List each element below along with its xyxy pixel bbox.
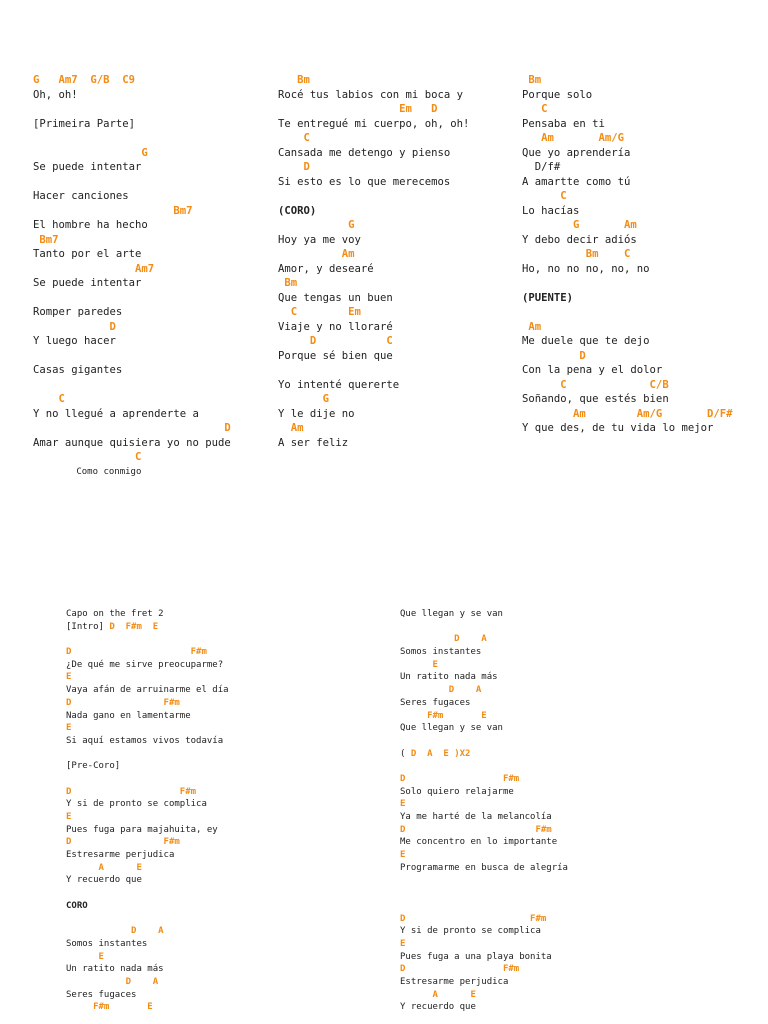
- chord-line: G Am: [522, 219, 637, 231]
- chord-line: C: [33, 393, 65, 405]
- lyric-line: El hombre ha hecho: [33, 219, 148, 231]
- blank-line: [33, 102, 231, 117]
- lyric-line: Seres fugaces: [66, 989, 137, 1000]
- lyric-line: Con la pena y el dolor: [522, 364, 663, 376]
- blank-line: [400, 735, 568, 748]
- chord-line: C: [278, 132, 310, 144]
- chord-line: G: [33, 146, 148, 159]
- chord-line: G Am7 G/B C9: [33, 74, 136, 86]
- lyric-line: [Primeira Parte]: [33, 117, 136, 130]
- intro-chords: D F#m E: [109, 621, 159, 632]
- lyric-line: Un ratito nada más: [400, 672, 498, 683]
- chord-line: A E: [400, 989, 476, 1000]
- chord-line: D A: [400, 634, 487, 645]
- lyric-line: Hoy ya me voy: [278, 233, 361, 246]
- lyric-line: Cansada me detengo y pienso: [278, 146, 451, 159]
- lyric-line: Yo intenté quererte: [278, 378, 400, 391]
- chord-line: D F#m: [400, 824, 552, 835]
- chord-line: D F#m: [400, 913, 547, 924]
- chord-line: E: [400, 799, 406, 810]
- chord-line: Bm7: [33, 204, 193, 217]
- blank-line: [400, 887, 568, 900]
- lyric-line: A amartte como tú: [522, 175, 631, 188]
- chord-line: A E: [66, 862, 142, 873]
- chord-line: E: [66, 951, 104, 962]
- chord-line: Am Am/G: [522, 132, 625, 144]
- blank-line: [66, 913, 229, 926]
- lyric-line: Se puede intentar: [33, 277, 142, 289]
- lyric-line: Viaje y no lloraré: [278, 320, 393, 333]
- chord-line: D F#m: [400, 773, 520, 784]
- chord-line: D F#m: [66, 697, 180, 708]
- lyric-line: Y recuerdo que: [66, 875, 142, 886]
- chord-line: Em D: [278, 103, 438, 115]
- lyric-line: Y si de pronto se complica: [66, 799, 207, 810]
- blank-line: [400, 621, 568, 634]
- chord-line: E: [400, 659, 438, 670]
- chord-line: E: [400, 938, 406, 949]
- lyric-line: Nada gano en lamentarme: [66, 710, 191, 721]
- section-heading: CORO: [66, 900, 88, 911]
- lyric-line: Me duele que te dejo: [522, 335, 650, 347]
- lyric-line: [Pre-Coro]: [66, 761, 121, 772]
- chord-line: Bm: [278, 74, 310, 86]
- chord-line: E: [400, 850, 406, 861]
- lyric-line: Y luego hacer: [33, 335, 116, 347]
- lyric-line: Casas gigantes: [33, 364, 123, 376]
- chord-line: D: [522, 349, 586, 362]
- lyric-line: A ser feliz: [278, 436, 349, 449]
- chord-line: E: [66, 672, 72, 683]
- blank-line: [278, 189, 469, 204]
- lyric-line: Y le dije no: [278, 407, 355, 420]
- lyric-line: Lo hacías: [522, 204, 580, 217]
- song-column-top-left: [33, 73, 231, 479]
- chord-line: D A: [400, 685, 482, 696]
- blank-line: [400, 900, 568, 913]
- lyric-line: Y si de pronto se complica: [400, 926, 541, 937]
- lyric-line: Pues fuga a una playa bonita: [400, 951, 552, 962]
- chord-line: D: [278, 161, 310, 173]
- lyric-line: Si esto es lo que merecemos: [278, 175, 451, 188]
- section-heading: (PUENTE): [522, 291, 574, 304]
- blank-line: [400, 760, 568, 773]
- lyric-line: Y debo decir adiós: [522, 233, 637, 246]
- blank-line: [522, 305, 732, 320]
- chord-line: Am: [278, 248, 355, 260]
- blank-line: [66, 773, 229, 786]
- lyric-line: Pensaba en ti: [522, 117, 605, 130]
- blank-line: [522, 276, 732, 291]
- chord-line: Bm C: [522, 248, 631, 260]
- chord-line: F#m E: [66, 1002, 153, 1013]
- blank-line: [278, 363, 469, 378]
- blank-line: [66, 748, 229, 761]
- chord-line: Bm: [278, 277, 298, 289]
- chord-line: G: [278, 219, 355, 231]
- chord-line: F#m E: [400, 710, 487, 721]
- song-column-bottom-right: [400, 608, 568, 1014]
- lyric-line: Que llegan y se van: [400, 723, 503, 734]
- intro-line: [66, 621, 229, 634]
- blank-line: [33, 131, 231, 146]
- lyric-line: Y recuerdo que: [400, 1002, 476, 1013]
- chord-line: G: [278, 393, 330, 405]
- lyric-line: Soñando, que estés bien: [522, 393, 669, 405]
- song-column-top-middle: [278, 73, 469, 450]
- chord-line: E: [66, 812, 72, 822]
- lyric-line: Ho, no no no, no, no: [522, 262, 650, 275]
- lyric-line: Capo on the fret 2: [66, 609, 164, 619]
- blank-line: [33, 291, 231, 306]
- chord-line: D F#m: [66, 837, 180, 848]
- lyric-line: Si aquí estamos vivos todavía: [66, 735, 224, 746]
- blank-line: [66, 633, 229, 646]
- lyric-line: Te entregué mi cuerpo, oh, oh!: [278, 117, 470, 130]
- lyric-line: Somos instantes: [66, 938, 148, 949]
- chord-line: C: [33, 451, 142, 463]
- lyric-line: Amar aunque quisiera yo no pude: [33, 436, 231, 449]
- chord-line: D F#m: [66, 647, 207, 658]
- chord-line: D F#m: [66, 786, 197, 797]
- chord-line: D F#m: [400, 964, 520, 975]
- section-heading: (CORO): [278, 204, 317, 217]
- lyric-line: Como conmigo: [33, 466, 142, 477]
- lyric-line: Se puede intentar: [33, 161, 142, 173]
- lyric-line: Pues fuga para majahuita, ey: [66, 824, 218, 835]
- intro-label: [Intro]: [66, 621, 110, 632]
- lyric-line: Vaya afán de arruinarme el día: [66, 685, 229, 696]
- blank-line: [400, 874, 568, 887]
- chord-line: D C: [278, 335, 393, 347]
- repeat-chords: D A E: [410, 748, 455, 759]
- chord-line: C: [522, 103, 548, 115]
- chord-line: Am: [522, 320, 542, 333]
- chord-line: D A: [66, 976, 159, 987]
- chord-line: Am: [278, 422, 304, 434]
- repeat-count: )X2: [454, 748, 471, 759]
- chord-line: Bm: [522, 74, 542, 86]
- lyric-line: Estresarme perjudica: [66, 850, 175, 861]
- lyric-line: D/f#: [522, 161, 561, 173]
- lyric-line: Que llegan y se van: [400, 609, 503, 619]
- blank-line: [66, 887, 229, 900]
- lyric-line: Porque solo: [522, 88, 593, 101]
- chord-line: Am7: [33, 262, 155, 275]
- blank-line: [33, 175, 231, 190]
- lyric-line: Que tengas un buen: [278, 291, 393, 304]
- lyric-line: Rocé tus labios con mi boca y: [278, 88, 463, 101]
- chord-line: D A: [66, 926, 164, 937]
- lyric-line: Estresarme perjudica: [400, 976, 509, 987]
- lyric-line: Me concentro en lo importante: [400, 837, 558, 848]
- lyric-line: Solo quiero relajarme: [400, 786, 514, 797]
- lyric-line: Seres fugaces: [400, 697, 471, 708]
- lyric-line: Y que des, de tu vida lo mejor: [522, 422, 714, 434]
- chord-line: C: [522, 190, 567, 202]
- lyric-line: Hacer canciones: [33, 190, 129, 202]
- chord-line: Am Am/G D/F#: [522, 407, 733, 420]
- lyric-line: Un ratito nada más: [66, 964, 164, 975]
- song-column-bottom-left: [66, 608, 229, 1014]
- chord-line: C C/B: [522, 378, 669, 391]
- lyric-line: Tanto por el arte: [33, 248, 142, 260]
- lyric-line: Romper paredes: [33, 306, 123, 318]
- chord-line: D: [33, 422, 231, 434]
- lyric-line: Somos instantes: [400, 647, 482, 658]
- lyric-line: Porque sé bien que: [278, 349, 393, 362]
- lyric-line: Amor, y desearé: [278, 262, 374, 275]
- chord-line: E: [66, 723, 72, 734]
- chord-line: D: [33, 320, 116, 333]
- chord-line: C Em: [278, 306, 361, 318]
- blank-line: [33, 349, 231, 364]
- lyric-line: Oh, oh!: [33, 88, 78, 101]
- lyric-line: Y no llegué a aprenderte a: [33, 407, 199, 420]
- song-column-top-right: [522, 73, 732, 436]
- chord-line: Bm7: [33, 233, 59, 246]
- lyric-line: ¿De qué me sirve preocuparme?: [66, 659, 224, 670]
- lyric-line: Ya me harté de la melancolía: [400, 812, 552, 822]
- repeat-open: (: [400, 748, 411, 759]
- lyric-line: Que yo aprendería: [522, 146, 631, 159]
- repeat-line: [400, 748, 568, 761]
- lyric-line: Programarme en busca de alegría: [400, 862, 568, 873]
- blank-line: [33, 378, 231, 393]
